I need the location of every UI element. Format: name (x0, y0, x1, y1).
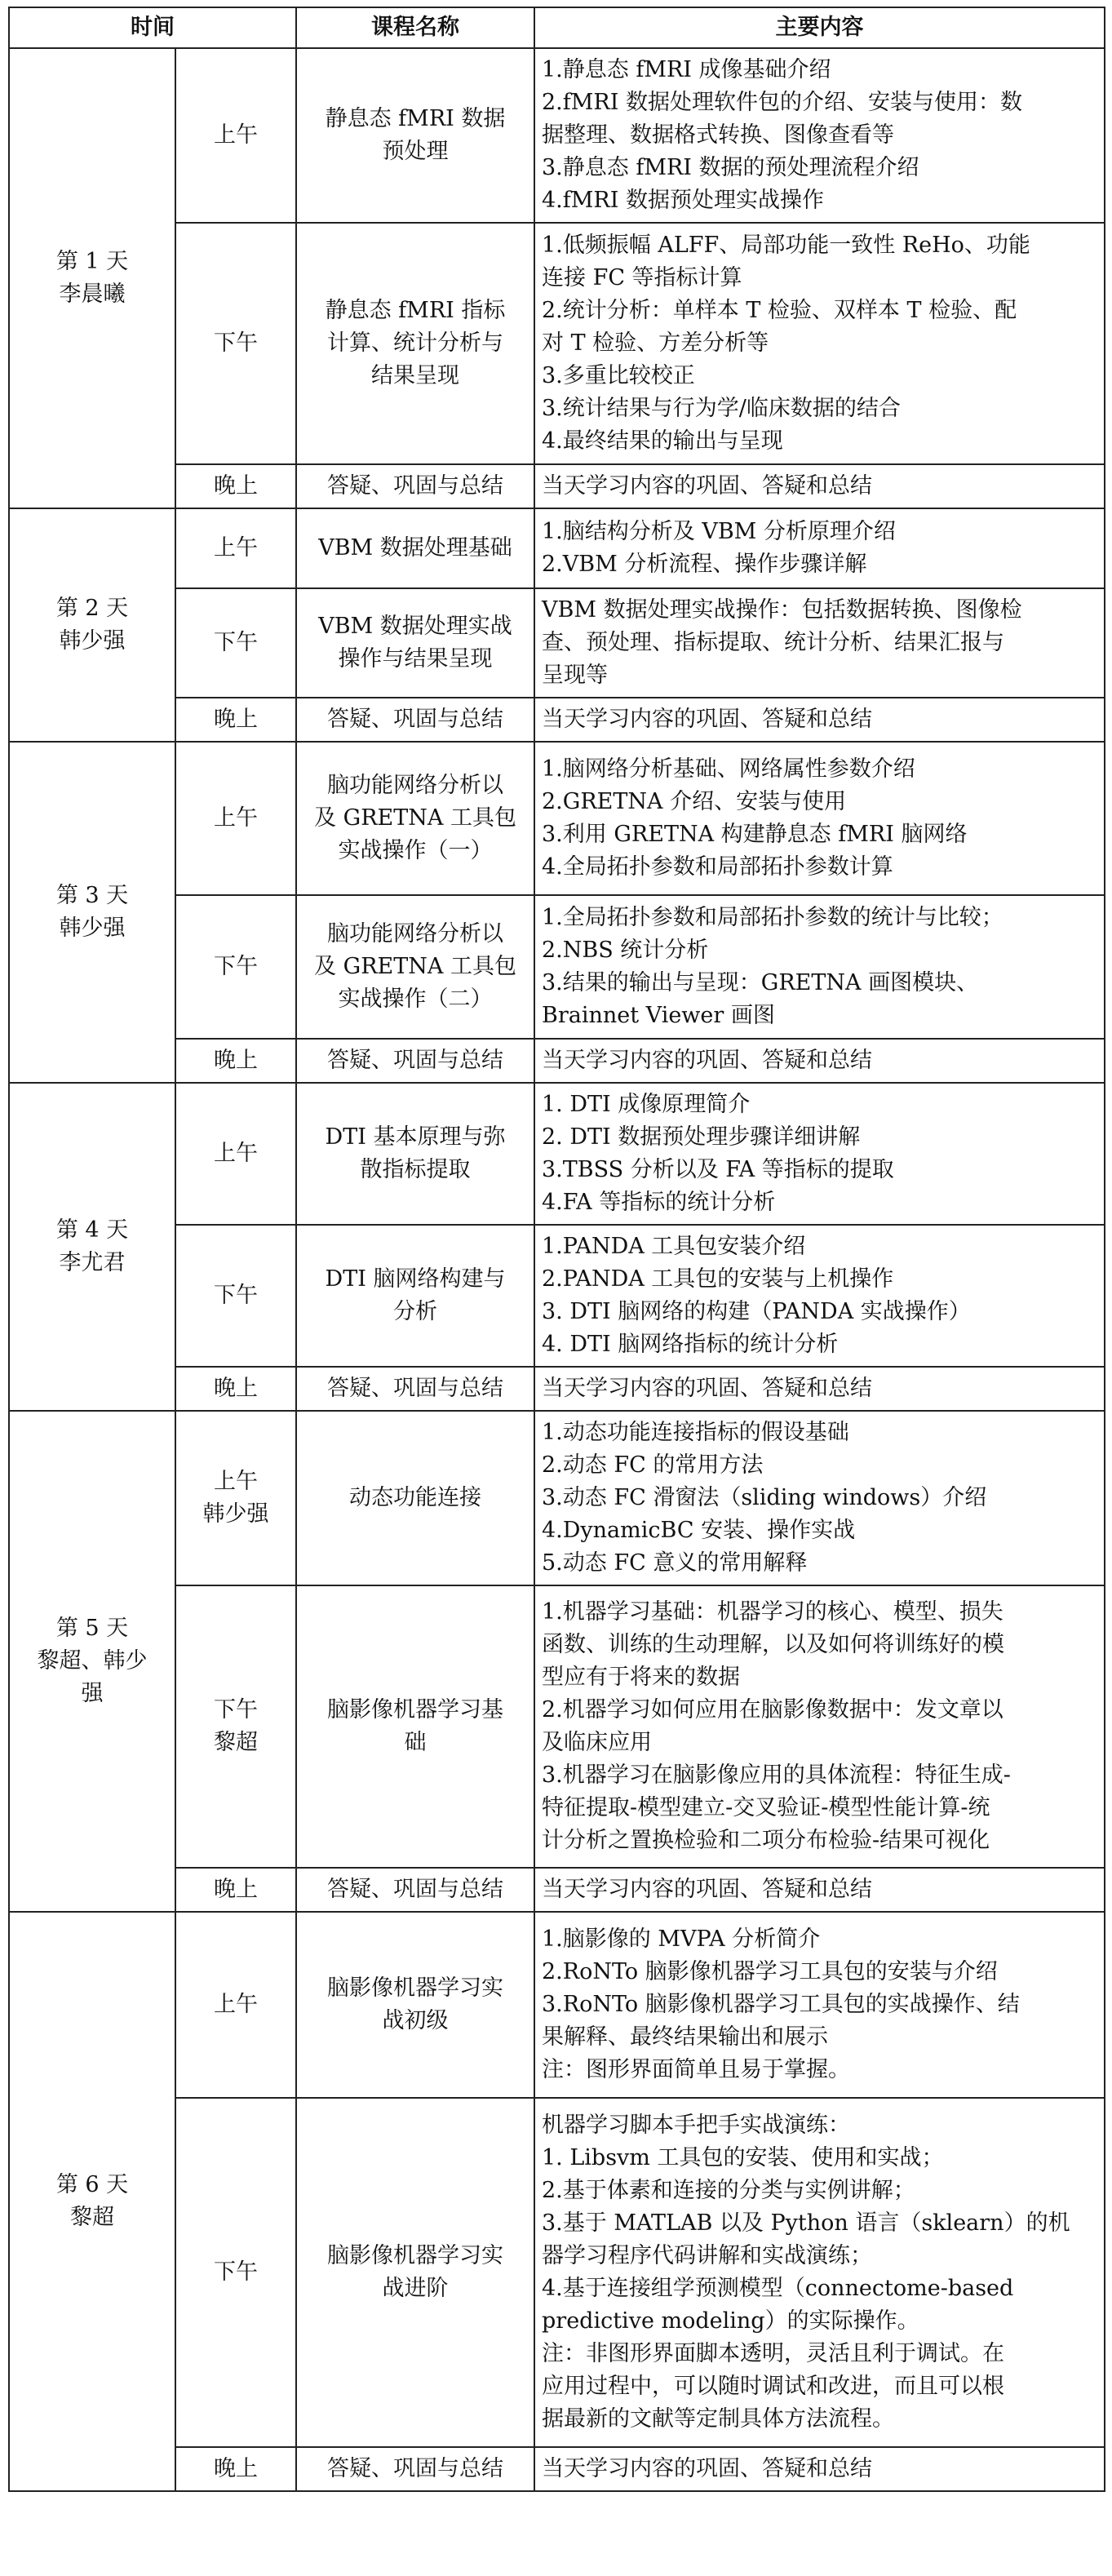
period-cell (175, 742, 296, 895)
day-cell (9, 48, 175, 508)
course-name-cell (296, 2098, 534, 2447)
course-name-cell (296, 1868, 534, 1912)
course-name-line: 结果呈现 (371, 363, 459, 388)
content-line: 3. DTI 脑网络的构建（PANDA 实战操作） (542, 1299, 971, 1324)
period-cell (175, 2447, 296, 2491)
day-cell (9, 1411, 175, 1912)
period-label: 韩少强 (202, 1501, 269, 1527)
course-name-line: 答疑、巩固与总结 (327, 2456, 503, 2481)
content-line: 1.脑影像的 MVPA 分析简介 (542, 1926, 821, 1952)
day-cell (9, 742, 175, 1083)
schedule-row (9, 742, 1105, 895)
day-label: 第 2 天 (55, 596, 129, 621)
day-label: 第 5 天 (55, 1616, 129, 1641)
content-line: 当天学习内容的巩固、答疑和总结 (542, 1877, 872, 1902)
course-name-cell (296, 1411, 534, 1585)
content-line: 1.脑结构分析及 VBM 分析原理介绍 (542, 519, 896, 544)
schedule-row (9, 48, 1105, 223)
period-label: 上午 (214, 805, 258, 831)
content-line: 1.静息态 fMRI 成像基础介绍 (542, 57, 831, 82)
content-line: 特征提取-模型建立-交叉验证-模型性能计算-统 (542, 1795, 990, 1820)
content-line: 呈现等 (542, 663, 608, 688)
course-name-cell (296, 895, 534, 1039)
course-name-line: 脑影像机器学习基 (327, 1697, 503, 1723)
course-name-line: 散指标提取 (360, 1157, 471, 1182)
content-line: 3.RoNTo 脑影像机器学习工具包的实战操作、结 (542, 1992, 1020, 2017)
period-cell (175, 1411, 296, 1585)
main-content-cell (534, 1367, 1105, 1411)
content-line: 当天学习内容的巩固、答疑和总结 (542, 707, 872, 732)
course-name-cell (296, 698, 534, 742)
content-line: 果解释、最终结果输出和展示 (542, 2024, 828, 2050)
schedule-row (9, 1912, 1105, 2098)
content-line: 3.多重比较校正 (542, 363, 695, 388)
content-line: 2. DTI 数据预处理步骤详细讲解 (542, 1124, 861, 1150)
period-cell (175, 588, 296, 698)
main-content-cell (534, 1411, 1105, 1585)
day-label: 黎超、韩少 (37, 1648, 148, 1674)
content-line: 1.全局拓扑参数和局部拓扑参数的统计与比较； (542, 905, 1003, 930)
header-row (9, 7, 1105, 48)
day-label: 第 4 天 (55, 1217, 129, 1243)
main-content-cell (534, 508, 1105, 588)
content-line: 4.fMRI 数据预处理实战操作 (542, 188, 824, 213)
course-name-line: VBM 数据处理实战 (318, 614, 512, 639)
content-line: 2.统计分析：单样本 T 检验、双样本 T 检验、配 (542, 298, 1017, 323)
day-label: 第 1 天 (55, 249, 129, 274)
day-label: 李晨曦 (59, 282, 126, 307)
course-name-line: 答疑、巩固与总结 (327, 473, 503, 499)
day-cell (9, 1912, 175, 2491)
content-line: 1.PANDA 工具包安装介绍 (542, 1234, 806, 1259)
content-line: 1.脑网络分析基础、网络属性参数介绍 (542, 756, 915, 782)
content-line: 3.机器学习在脑影像应用的具体流程：特征生成- (542, 1762, 1011, 1788)
content-line: 2.PANDA 工具包的安装与上机操作 (542, 1266, 894, 1292)
period-label: 下午 (214, 1283, 258, 1308)
course-name-cell (296, 1367, 534, 1411)
content-line: 3.统计结果与行为学/临床数据的结合 (542, 396, 901, 421)
period-cell (175, 895, 296, 1039)
course-name-line: VBM 数据处理基础 (318, 535, 512, 561)
course-name-line: DTI 脑网络构建与 (325, 1266, 506, 1292)
course-name-cell (296, 48, 534, 223)
content-line: 2.GRETNA 介绍、安装与使用 (542, 789, 847, 814)
course-name-line: 预处理 (382, 139, 449, 164)
content-line: 3.利用 GRETNA 构建静息态 fMRI 脑网络 (542, 822, 968, 847)
course-name-line: 答疑、巩固与总结 (327, 707, 503, 732)
content-line: 3.TBSS 分析以及 FA 等指标的提取 (542, 1157, 894, 1182)
period-cell (175, 1367, 296, 1411)
content-line: 3.基于 MATLAB 以及 Python 语言（sklearn）的机 (542, 2210, 1070, 2236)
course-name-line: 脑功能网络分析以 (327, 773, 503, 798)
course-name-line: 静息态 fMRI 指标 (325, 298, 506, 323)
course-name-cell (296, 1585, 534, 1868)
period-label: 下午 (214, 954, 258, 979)
content-line: 1.低频振幅 ALFF、局部功能一致性 ReHo、功能 (542, 233, 1030, 258)
period-cell (175, 1083, 296, 1225)
course-name-cell (296, 588, 534, 698)
content-line: 4.基于连接组学预测模型（connectome-based (542, 2276, 1014, 2301)
content-line: 4.DynamicBC 安装、操作实战 (542, 1518, 856, 1543)
period-label: 下午 (214, 2259, 258, 2285)
content-line: 4. DTI 脑网络指标的统计分析 (542, 1332, 839, 1357)
course-name-cell (296, 508, 534, 588)
course-name-cell (296, 464, 534, 508)
day-label: 李尤君 (59, 1250, 126, 1275)
content-line: 当天学习内容的巩固、答疑和总结 (542, 1048, 872, 1073)
course-name-line: 脑影像机器学习实 (327, 1975, 503, 2001)
content-line: 4.最终结果的输出与呈现 (542, 428, 783, 454)
day-label: 强 (81, 1681, 104, 1706)
course-name-line: 动态功能连接 (349, 1485, 481, 1510)
content-line: 当天学习内容的巩固、答疑和总结 (542, 473, 872, 499)
content-line: 2.VBM 分析流程、操作步骤详解 (542, 552, 867, 577)
period-label: 上午 (214, 1141, 258, 1166)
day-cell (9, 1083, 175, 1411)
main-content-cell (534, 742, 1105, 895)
course-name-line: 静息态 fMRI 数据 (325, 106, 506, 131)
content-line: 计分析之置换检验和二项分布检验-结果可视化 (542, 1828, 990, 1853)
period-cell (175, 698, 296, 742)
period-cell (175, 48, 296, 223)
main-content-cell (534, 698, 1105, 742)
header-course: 课程名称 (296, 7, 534, 48)
period-label: 上午 (214, 535, 258, 561)
schedule-row (9, 1083, 1105, 1225)
period-cell (175, 2098, 296, 2447)
period-cell (175, 223, 296, 464)
period-cell (175, 508, 296, 588)
period-label: 晚上 (214, 2456, 258, 2481)
content-line: 2.基于体素和连接的分类与实例讲解； (542, 2178, 915, 2203)
course-name-cell (296, 1225, 534, 1367)
period-cell (175, 1868, 296, 1912)
day-label: 黎超 (70, 2205, 114, 2230)
main-content-cell (534, 1225, 1105, 1367)
course-name-line: 答疑、巩固与总结 (327, 1048, 503, 1073)
main-content-cell (534, 1039, 1105, 1083)
day-label: 第 6 天 (55, 2172, 129, 2197)
period-label: 晚上 (214, 473, 258, 499)
content-line: 3.静息态 fMRI 数据的预处理流程介绍 (542, 155, 919, 180)
course-name-cell (296, 1083, 534, 1225)
course-name-line: 计算、统计分析与 (327, 330, 503, 356)
schedule-row (9, 508, 1105, 588)
period-label: 上午 (214, 1469, 258, 1494)
day-label: 第 3 天 (55, 883, 129, 908)
day-label: 韩少强 (59, 628, 126, 654)
main-content-cell (534, 48, 1105, 223)
period-label: 晚上 (214, 1376, 258, 1401)
content-line: VBM 数据处理实战操作：包括数据转换、图像检 (542, 597, 1022, 623)
period-cell (175, 1912, 296, 2098)
content-line: 查、预处理、指标提取、统计分析、结果汇报与 (542, 630, 1004, 655)
content-line: 4.全局拓扑参数和局部拓扑参数计算 (542, 854, 893, 880)
course-name-line: DTI 基本原理与弥 (325, 1124, 506, 1150)
content-line: Brainnet Viewer 画图 (542, 1003, 775, 1028)
course-name-line: 及 GRETNA 工具包 (314, 805, 516, 831)
course-name-line: 答疑、巩固与总结 (327, 1877, 503, 1902)
course-name-line: 及 GRETNA 工具包 (314, 954, 516, 979)
period-label: 晚上 (214, 1877, 258, 1902)
content-line: 2.fMRI 数据处理软件包的介绍、安装与使用：数 (542, 90, 1022, 115)
content-line: 据整理、数据格式转换、图像查看等 (542, 122, 894, 148)
main-content-cell (534, 588, 1105, 698)
course-name-cell (296, 1039, 534, 1083)
content-line: 连接 FC 等指标计算 (542, 265, 742, 290)
period-label: 下午 (214, 1697, 258, 1723)
content-line: 1.动态功能连接指标的假设基础 (542, 1420, 849, 1445)
content-line: 2.RoNTo 脑影像机器学习工具包的安装与介绍 (542, 1959, 998, 1984)
content-line: 注：图形界面简单且易于掌握。 (542, 2057, 850, 2082)
content-line: 4.FA 等指标的统计分析 (542, 1190, 776, 1215)
content-line: 2.机器学习如何应用在脑影像数据中：发文章以 (542, 1697, 1003, 1723)
content-line: 3.结果的输出与呈现：GRETNA 画图模块、 (542, 970, 979, 995)
content-line: 1.机器学习基础：机器学习的核心、模型、损失 (542, 1599, 1003, 1625)
content-line: 3.动态 FC 滑窗法（sliding windows）介绍 (542, 1485, 987, 1510)
content-line: 型应有于将来的数据 (542, 1665, 740, 1690)
period-label: 晚上 (214, 707, 258, 732)
main-content-cell (534, 1083, 1105, 1225)
content-line: 及临床应用 (542, 1730, 652, 1755)
schedule-row (9, 1411, 1105, 1585)
course-name-line: 实战操作（二） (338, 987, 493, 1012)
main-content-cell (534, 1868, 1105, 1912)
period-label: 下午 (214, 630, 258, 655)
period-label: 上午 (214, 122, 258, 148)
course-name-line: 操作与结果呈现 (338, 646, 493, 672)
header-time: 时间 (9, 7, 296, 48)
main-content-cell (534, 895, 1105, 1039)
period-cell (175, 1585, 296, 1868)
course-name-cell (296, 223, 534, 464)
period-label: 下午 (214, 330, 258, 356)
content-line: 5.动态 FC 意义的常用解释 (542, 1550, 808, 1576)
main-content-cell (534, 1585, 1105, 1868)
period-label: 黎超 (214, 1730, 258, 1755)
content-line: 函数、训练的生动理解，以及如何将训练好的模 (542, 1632, 1004, 1657)
main-content-cell (534, 1912, 1105, 2098)
content-line: 2.NBS 统计分析 (542, 938, 709, 963)
course-name-line: 战进阶 (382, 2276, 449, 2301)
course-name-line: 础 (404, 1730, 427, 1755)
course-name-cell (296, 1912, 534, 2098)
course-name-line: 答疑、巩固与总结 (327, 1376, 503, 1401)
main-content-cell (534, 223, 1105, 464)
content-line: 1. DTI 成像原理简介 (542, 1092, 751, 1117)
content-line: 应用过程中，可以随时调试和改进，而且可以根 (542, 2374, 1004, 2399)
course-name-line: 战初级 (382, 2008, 449, 2033)
content-line: 1. Libsvm 工具包的安装、使用和实战； (542, 2145, 944, 2170)
course-name-line: 实战操作（一） (338, 838, 493, 863)
course-name-line: 脑影像机器学习实 (327, 2243, 503, 2268)
period-label: 晚上 (214, 1048, 258, 1073)
course-name-line: 分析 (393, 1299, 437, 1324)
content-line: 2.动态 FC 的常用方法 (542, 1452, 764, 1478)
course-name-cell (296, 2447, 534, 2491)
content-line: 器学习程序代码讲解和实战演练； (542, 2243, 872, 2268)
main-content-cell (534, 2447, 1105, 2491)
content-line: 当天学习内容的巩固、答疑和总结 (542, 2456, 872, 2481)
content-line: 注：非图形界面脚本透明，灵活且利于调试。在 (542, 2341, 1004, 2366)
header-content: 主要内容 (534, 7, 1105, 48)
content-line: predictive modeling）的实际操作。 (542, 2308, 919, 2334)
content-line: 对 T 检验、方差分析等 (542, 330, 769, 356)
course-name-cell (296, 742, 534, 895)
schedule-body (9, 48, 1105, 2491)
course-name-line: 脑功能网络分析以 (327, 921, 503, 947)
course-schedule-table (8, 7, 1105, 2492)
period-label: 上午 (214, 1992, 258, 2017)
period-cell (175, 1039, 296, 1083)
content-line: 机器学习脚本手把手实战演练： (542, 2113, 850, 2138)
period-cell (175, 1225, 296, 1367)
main-content-cell (534, 464, 1105, 508)
day-label: 韩少强 (59, 916, 126, 941)
day-cell (9, 508, 175, 742)
main-content-cell (534, 2098, 1105, 2447)
period-cell (175, 464, 296, 508)
content-line: 当天学习内容的巩固、答疑和总结 (542, 1376, 872, 1401)
content-line: 据最新的文献等定制具体方法流程。 (542, 2406, 894, 2432)
